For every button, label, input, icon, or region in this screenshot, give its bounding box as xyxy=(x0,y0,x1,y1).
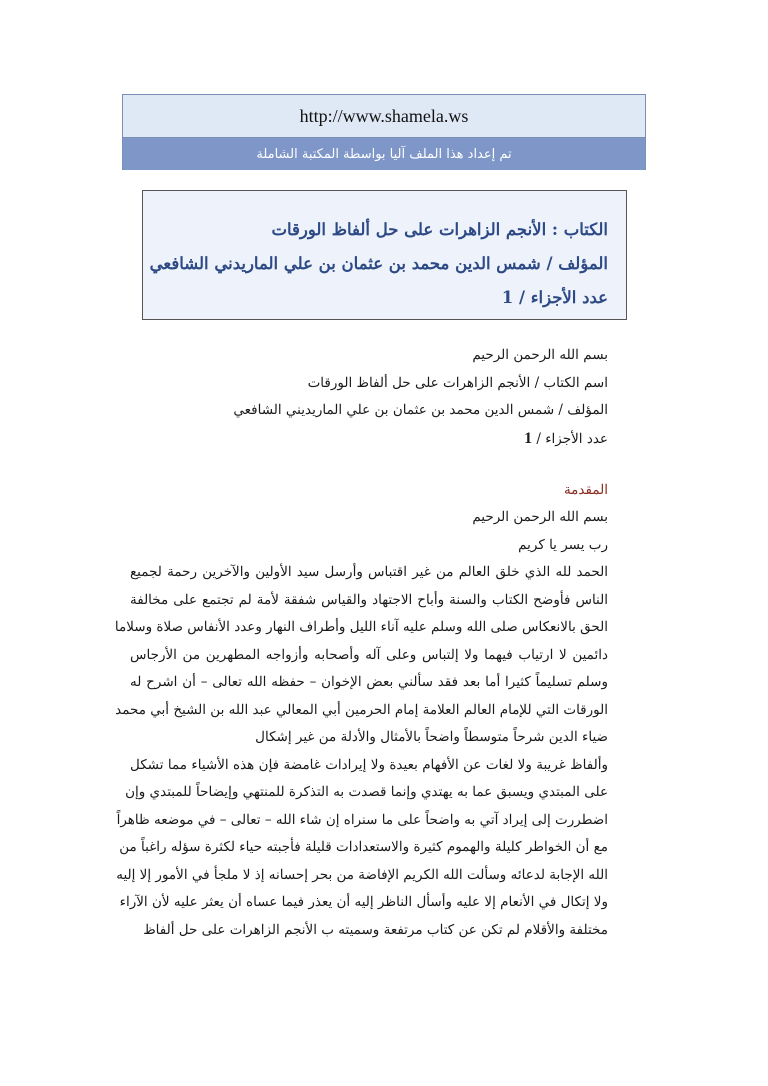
paragraph-line: الحق بالانعكاس صلى الله وسلم عليه آناء الليل وأطراف النهار وعدد الأنفاس صلاة وسلاما xyxy=(114,619,608,635)
paragraph-line: اضطررت إلى إيراد آتي به واضحاً على ما سنراه إن شاء الله – تعالى – في موضعه ظاهراً xyxy=(116,811,608,828)
paragraph-line: ولا إتكال في الأنعام إلا عليه وأسأل الناظر إليه أن يعذر فيما عساه أن يعثر عليه لأن الآراء xyxy=(119,894,608,910)
paragraph-line: وسلم تسليماً كثيرا أما بعد فقد سألني بعض الإخوان – حفظه الله تعالى – أن اشرح له xyxy=(130,674,608,690)
meta-author: المؤلف / شمس الدين محمد بن عثمان بن علي الماريديني الشافعي xyxy=(233,402,608,418)
site-url[interactable]: http://www.shamela.ws xyxy=(123,95,645,138)
paragraph-line: الله الإجابة لدعائه وسألت الله الكريم الإفاضة من بحر إحسانه إذ لا ملجأ في الأمور إلا إليه xyxy=(116,866,608,883)
book-info-box xyxy=(142,190,627,320)
meta-parts-label: عدد الأجزاء / xyxy=(536,430,608,447)
site-header-box xyxy=(122,94,646,170)
intro-basmala: بسم الله الرحمن الرحيم xyxy=(472,509,608,525)
meta-basmala: بسم الله الرحمن الرحيم xyxy=(472,347,608,363)
intro-dua: رب يسر يا كريم xyxy=(518,536,608,553)
paragraph-line: على المبتدي ويسبق عما به يهتدي وإنما قصدت به التذكرة للمنتهي وإيضاحاً للمبتدي وإن xyxy=(125,784,608,800)
paragraph-line: الحمد لله الذي خلق العالم من غير اقتباس وأرسل سيد الأولين والآخرين رحمة لجميع xyxy=(130,564,608,580)
info-parts-label: عدد الأجزاء / xyxy=(518,288,608,307)
paragraph-line: مع أن الخواطر كليلة والهموم كثيرة والاستعدادات قليلة فأجبته حياء لكثرة سؤله راغباً من xyxy=(119,839,608,855)
info-book-title: الكتاب : الأنجم الزاهرات على حل ألفاظ الورقات xyxy=(271,220,608,239)
info-parts xyxy=(153,281,608,315)
paragraph-line: ضياء الدين شرحاً متوسطاً واضحاً بالأمثال والأدلة من غير إشكال xyxy=(255,729,608,745)
paragraph-line: دائمين لا ارتياب فيهما ولا إلتباس وعلى آله وأصحابه وأزواجه المطهرين من الأرجاس xyxy=(130,646,608,663)
paragraph-line: الناس فأوضح الكتاب والسنة وأباح الاجتهاد والقياس شفقة لأمة لم تجتمع على مخالفة xyxy=(130,591,608,608)
document-body xyxy=(114,342,608,944)
section-title-introduction: المقدمة xyxy=(563,482,608,498)
intro-paragraph-2 xyxy=(116,752,608,945)
info-author: المؤلف / شمس الدين محمد بن عثمان بن علي الماريدني الشافعي xyxy=(149,254,608,273)
meta-book-name: اسم الكتاب / الأنجم الزاهرات على حل ألفاظ الورقات xyxy=(307,374,608,391)
generated-note: تم إعداد هذا الملف آليا بواسطة المكتبة الشاملة xyxy=(123,138,645,170)
paragraph-line: وألفاظ غريبة ولا لغات عن الأفهام بعيدة ولا إيرادات غامضة فإن هذه الأشياء مما تشكل xyxy=(130,756,608,773)
intro-paragraph-1 xyxy=(114,559,608,752)
paragraph-line: الورقات التي للإمام العالم العلامة إمام الحرمين أبي المعالي عبد الله بن الشيخ أبي محمد xyxy=(115,701,608,718)
meta-parts-value: 1 xyxy=(524,429,533,447)
meta-parts xyxy=(130,425,608,454)
paragraph-line: مختلفة والأقلام لم تكن عن كتاب مرتفعة وسميته ب الأنجم الزاهرات على حل ألفاظ xyxy=(143,921,608,938)
info-parts-value: 1 xyxy=(501,288,514,307)
